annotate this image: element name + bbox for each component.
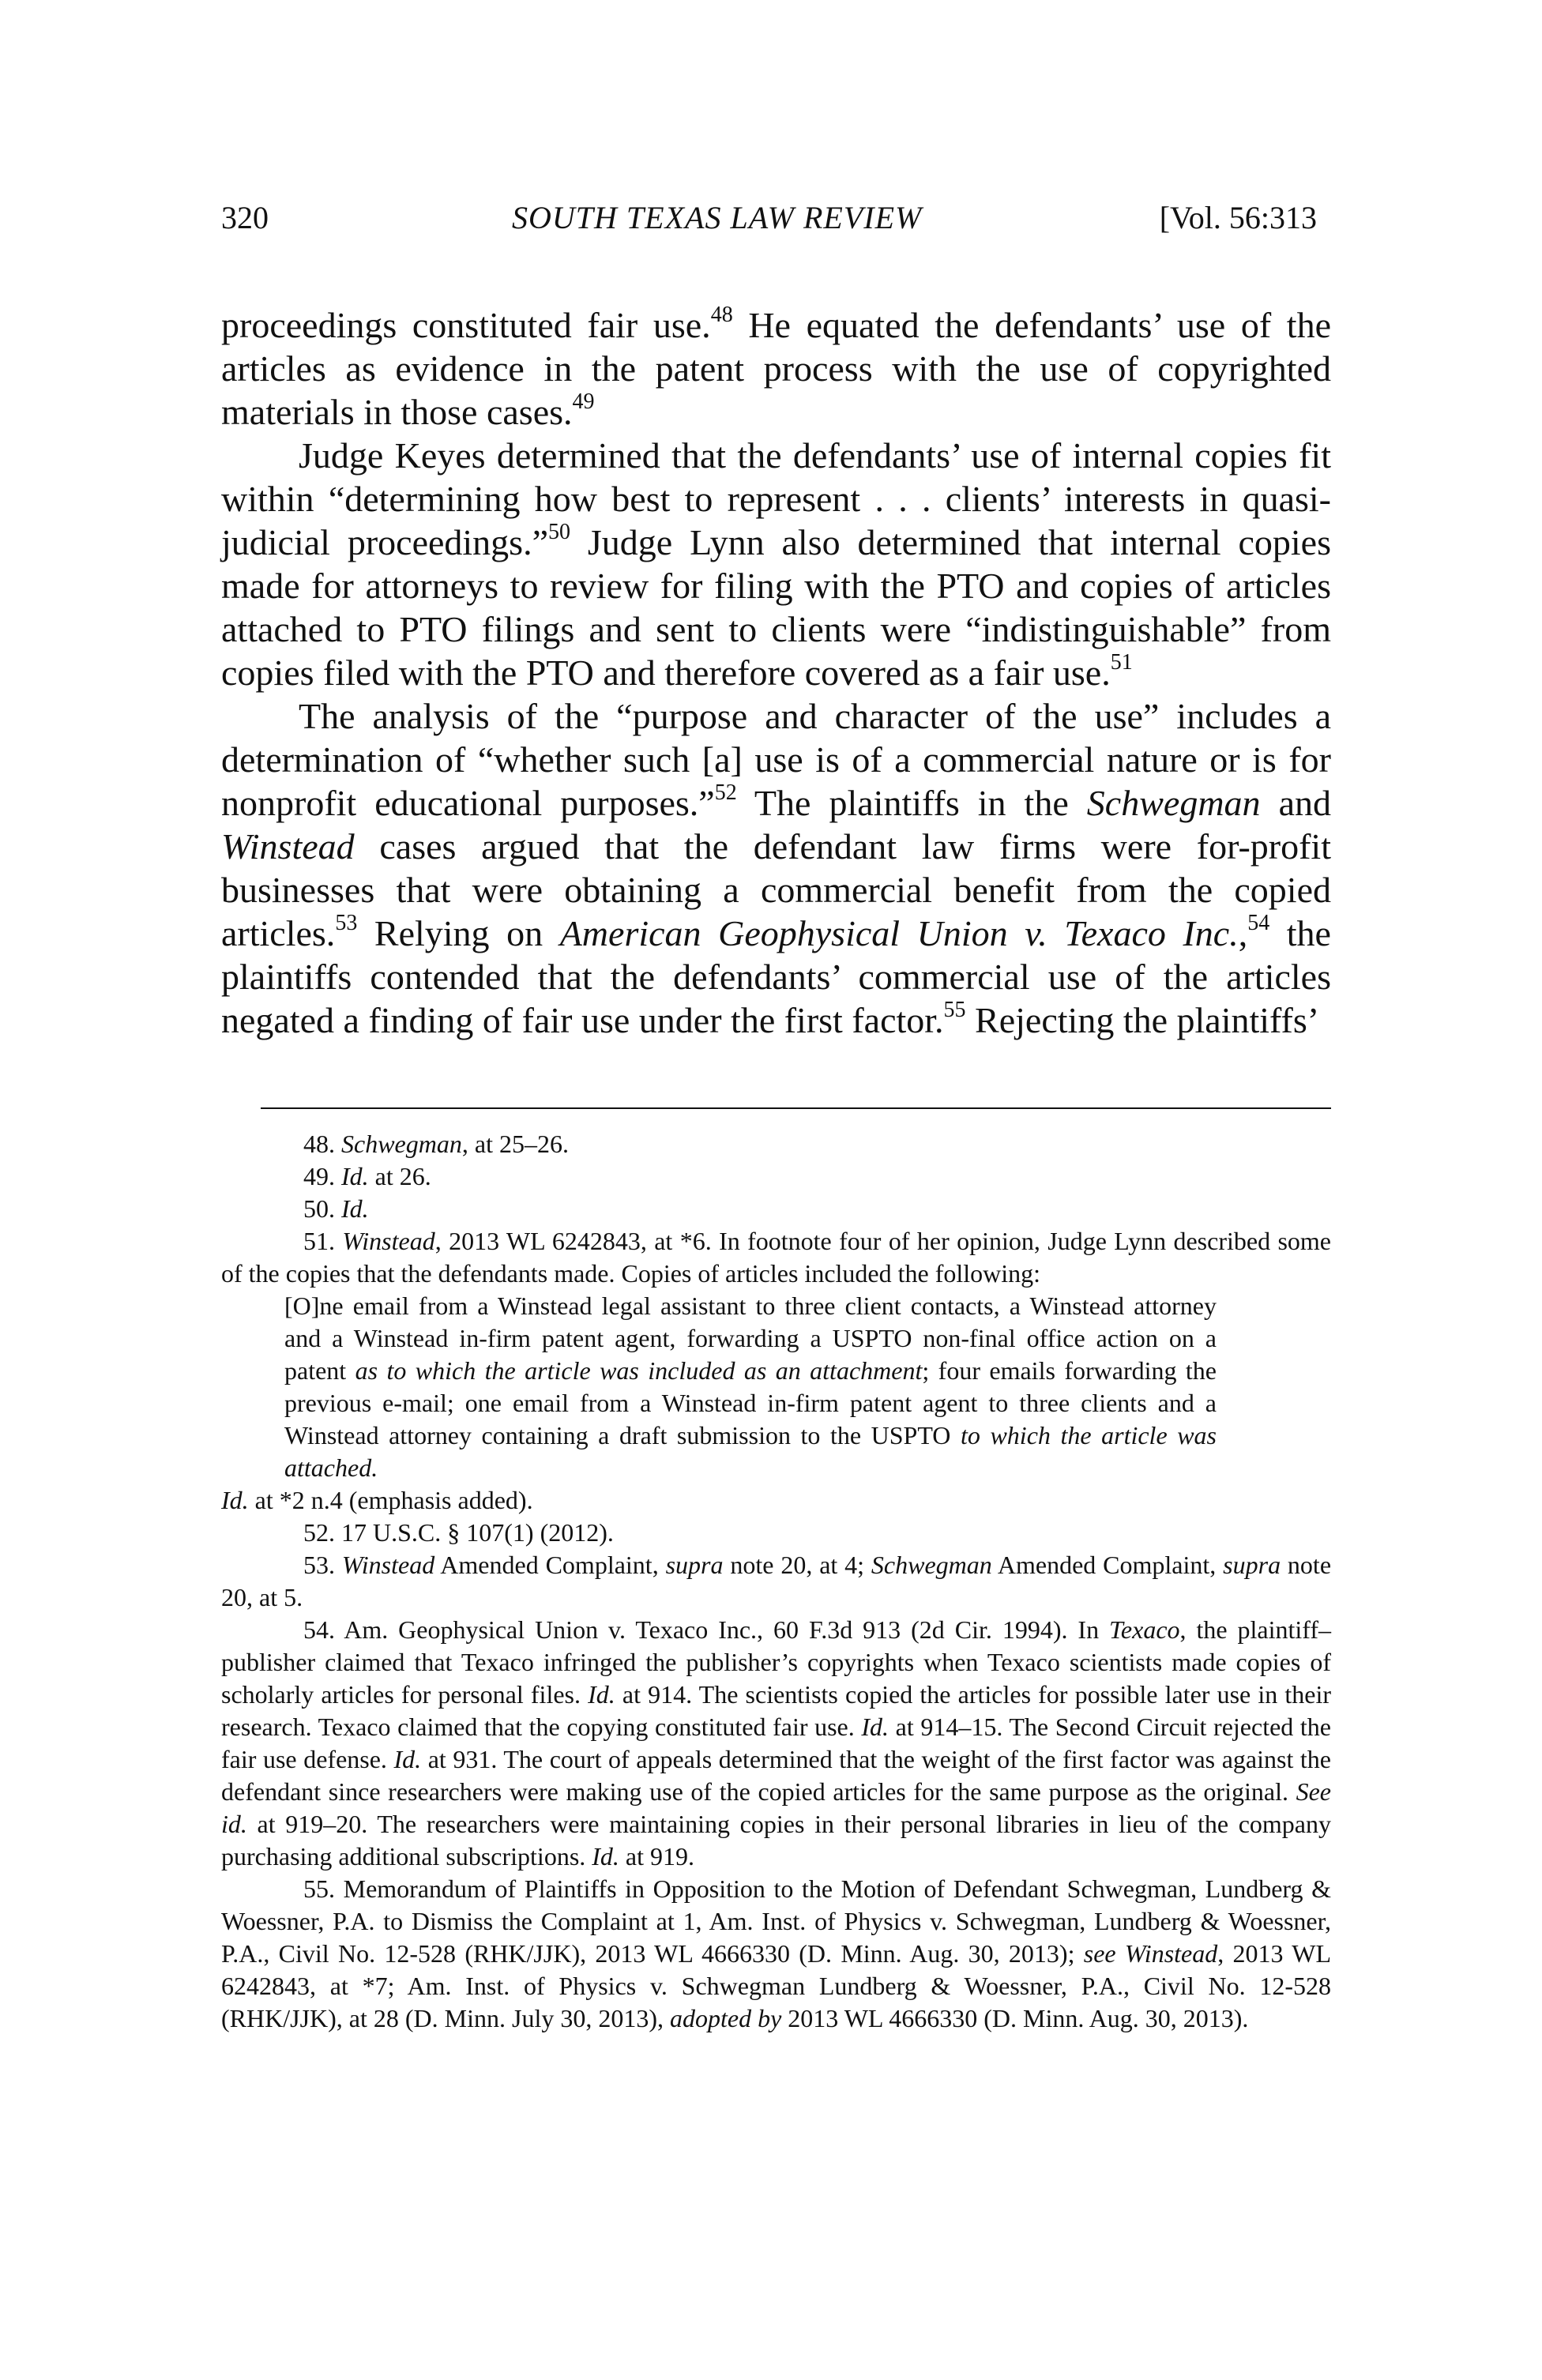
footnote-49: 49. Id. at 26. [303, 1162, 431, 1190]
paragraph-3: The analysis of the “purpose and character of the use” includes a determination of “whether such [a] use is of a commercial nature or is for nonprofit educational purposes.”$^{52}$ The plaintiffs in the Schwegman and Winstead cases argued that the defendant law firms were for-profit businesses that were obtaining a commercial benefit from the copied articles.$^{53}$ Relying on American Geophysical Union v. Texaco Inc.,$^{54}$ the plaintiffs contended that the defendants’ commercial use of the articles negated a finding of fair use under the first factor.$^{55}$ Rejecting the plaintiffs’ [221, 696, 1331, 1040]
footnote-50: 50. Id. [303, 1194, 369, 1223]
footnote-ref-50[interactable]: 50 [548, 519, 570, 544]
footnote-55: 55. Memorandum of Plaintiffs in Opposition to the Motion of Defendant Schwegman, Lundberg & Woessner, P.A. to Dismiss the Complaint at 1, Am. Inst. of Physics v. Schwegman, Lundberg & Woessner, P.A., Civil No. 12-528 (RHK/JJK), 2013 WL 4666330 (D. Minn. Aug. 30, 2013); see Winstead, 2013 WL 6242843, at *7; Am. Inst. of Physics v. Schwegman Lundberg & Woessner, P.A., Civil No. 12-528 (RHK/JJK), at 28 (D. Minn. July 30, 2013), adopted by 2013 WL 4666330 (D. Minn. Aug. 30, 2013). [221, 1874, 1332, 2032]
footnote-54: 54. Am. Geophysical Union v. Texaco Inc., 60 F.3d 913 (2d Cir. 1994). In Texaco, the plaintiff–publisher claimed that Texaco infringed the publisher’s copyrights when Texaco scientists made copies of scholarly articles for personal files. Id. at 914. The scientists copied the articles for possible later use in their research. Texaco claimed that the copying constituted fair use. Id. at 914–15. The Second Circuit rejected the fair use defense. Id. at 931. The court of appeals determined that the weight of the first factor was against the defendant since researchers were making use of the copied articles for the same purpose as the original. See id. at 919–20. The researchers were maintaining copies in their personal libraries in lieu of the company purchasing additional subscriptions. Id. at 919. [221, 1615, 1332, 1871]
paragraph-1: proceedings constituted fair use.$^{48}$ He equated the defendants’ use of the articles as evidence in the patent process with the use of copyrighted materials in those cases.$^{49}$ [221, 302, 1332, 432]
footnote-ref-48[interactable]: 48 [710, 302, 733, 327]
paragraph-2: Judge Keyes determined that the defendants’ use of internal copies fit within “determining how best to represent . . . clients’ interests in quasi-judicial proceedings.”$^{50}$ Judge Lynn also determined that internal copies made for attorneys to review for filing with the PTO and copies of articles attached to PTO filings and sent to clients were “indistinguishable” from copies filed with the PTO and therefore covered as a fair use.$^{51}$ [221, 435, 1331, 693]
footnote-51: 51. Winstead, 2013 WL 6242843, at *6. In footnote four of her opinion, Judge Lynn described some of the copies that the defendants made. Copies of articles included the following: [221, 1227, 1332, 1288]
footnote-ref-53[interactable]: 53 [335, 910, 358, 935]
footnote-divider [261, 1107, 1331, 1109]
footnote-51-block-quote: [O]ne email from a Winstead legal assistant to three client contacts, a Winstead attorney and a Winstead in-firm patent agent, forwarding a USPTO non-final office action on a patent as to which the article was included as an attachment; four emails forwarding the previous e-mail; one email from a Winstead in-firm patent agent to three clients and a Winstead attorney containing a draft submission to the USPTO to which the article was attached. [284, 1292, 1217, 1482]
footnote-53: 53. Winstead Amended Complaint, supra note 20, at 4; Schwegman Amended Complaint, supra note 20, at 5. [221, 1551, 1332, 1611]
footnote-ref-55[interactable]: 55 [943, 997, 966, 1022]
footnote-51-citation: Id. at *2 n.4 (emphasis added). [221, 1486, 533, 1514]
journal-title: SOUTH TEXAS LAW REVIEW [512, 200, 923, 235]
footnote-ref-52[interactable]: 52 [714, 780, 737, 805]
volume-citation: [Vol. 56:313 [1159, 200, 1317, 235]
footnote-48: 48. Schwegman, at 25–26. [303, 1130, 569, 1158]
footnote-ref-51[interactable]: 51 [1110, 649, 1133, 675]
footnote-ref-49[interactable]: 49 [572, 389, 595, 414]
footnote-ref-54[interactable]: 54 [1247, 910, 1270, 935]
footnotes [221, 1128, 1331, 2035]
page-number: 320 [221, 200, 269, 235]
footnote-52: 52. 17 U.S.C. § 107(1) (2012). [303, 1518, 614, 1547]
body-text [221, 303, 1331, 1042]
